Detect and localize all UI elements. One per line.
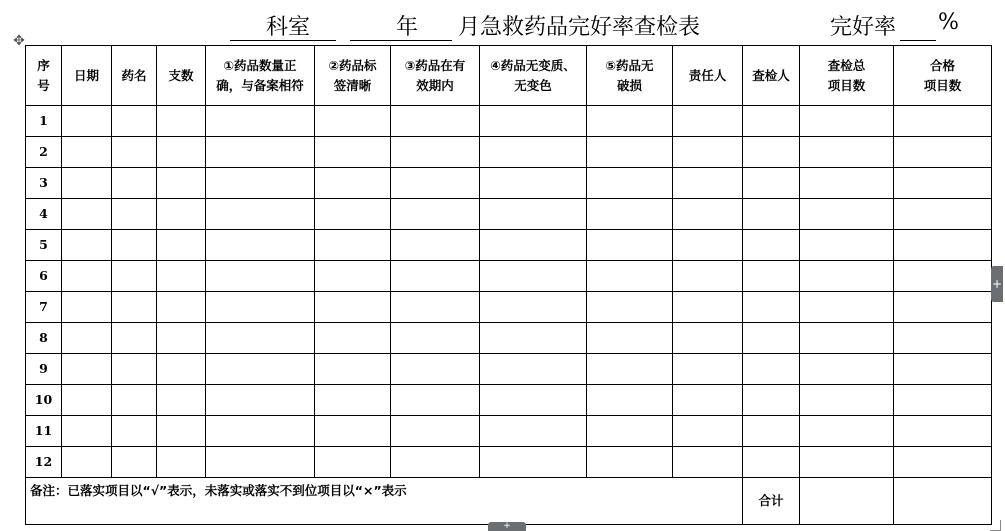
table-row [26, 137, 992, 168]
cell-count[interactable] [157, 199, 206, 230]
cell-count[interactable] [157, 354, 206, 385]
table-row [26, 354, 992, 385]
cell-check1[interactable] [206, 385, 315, 416]
header-date-line: 日期 [73, 67, 99, 83]
header-inspector [743, 46, 800, 106]
cell-check2[interactable] [315, 261, 391, 292]
cell-check5[interactable] [587, 292, 673, 323]
cell-responsible[interactable] [673, 447, 743, 478]
cell-check5[interactable] [587, 261, 673, 292]
cell-check4[interactable] [480, 354, 587, 385]
cell-count[interactable] [157, 106, 206, 137]
header-total_items [800, 46, 894, 106]
cell-date[interactable] [62, 354, 112, 385]
cell-check3[interactable] [391, 199, 480, 230]
cell-check3[interactable] [391, 261, 480, 292]
cell-check2[interactable] [315, 447, 391, 478]
header-check1 [206, 46, 315, 106]
cell-responsible[interactable] [673, 230, 743, 261]
header-responsible [673, 46, 743, 106]
cell-check1[interactable] [206, 416, 315, 447]
header-count-line: 支数 [168, 67, 194, 83]
cell-inspector[interactable] [743, 168, 800, 199]
header-check1-line: 确，与备案相符 [216, 77, 304, 93]
cell-check3[interactable] [391, 230, 480, 261]
cell-responsible[interactable] [673, 106, 743, 137]
move-handle-icon[interactable]: ✥ [13, 33, 25, 49]
cell-count[interactable] [157, 168, 206, 199]
cell-check2[interactable] [315, 385, 391, 416]
header-pass_items-line: 项目数 [923, 77, 962, 93]
header-check2 [315, 46, 391, 106]
header-check4-line: 无变色 [514, 77, 552, 93]
cell-check2[interactable] [315, 323, 391, 354]
cell-check2[interactable] [315, 137, 391, 168]
cell-check1[interactable] [206, 447, 315, 478]
header-total_items-line: 项目数 [827, 77, 866, 93]
header-seq [26, 46, 62, 106]
cell-date[interactable] [62, 416, 112, 447]
cell-date[interactable] [62, 199, 112, 230]
cell-pass_items[interactable] [894, 416, 992, 447]
header-pass_items [894, 46, 992, 106]
cell-inspector[interactable] [743, 137, 800, 168]
cell-drug_name[interactable] [112, 230, 157, 261]
cell-check3[interactable] [391, 106, 480, 137]
table-row [26, 323, 992, 354]
cell-drug_name[interactable] [112, 447, 157, 478]
cell-check1[interactable] [206, 106, 315, 137]
cell-drug_name[interactable] [112, 106, 157, 137]
header-seq-line: 号 [37, 77, 50, 93]
cell-responsible[interactable] [673, 199, 743, 230]
row-number: 2 [26, 137, 62, 168]
header-total_items-line: 查检总 [827, 57, 866, 73]
cell-total_items[interactable] [800, 447, 894, 478]
cell-drug_name[interactable] [112, 261, 157, 292]
cell-total_items[interactable] [800, 106, 894, 137]
cell-check2[interactable] [315, 168, 391, 199]
header-check5 [587, 46, 673, 106]
cell-check3[interactable] [391, 292, 480, 323]
cell-inspector[interactable] [743, 323, 800, 354]
dept-suffix: 科室 [266, 15, 311, 40]
row-number: 11 [26, 416, 62, 447]
cell-check4[interactable] [480, 323, 587, 354]
cell-check5[interactable] [587, 354, 673, 385]
cell-check2[interactable] [315, 292, 391, 323]
cell-pass_items[interactable] [894, 385, 992, 416]
pass-items-sum[interactable] [894, 478, 992, 525]
table-resize-handle[interactable] [990, 520, 1001, 531]
header-check3-line: ③药品在有 [404, 57, 466, 73]
cell-date[interactable] [62, 447, 112, 478]
header-drug_name [112, 46, 157, 106]
cell-check1[interactable] [206, 137, 315, 168]
header-check5-line: ⑤药品无 [605, 57, 654, 73]
cell-count[interactable] [157, 137, 206, 168]
note-text: 备注：已落实项目以“√”表示，未落实或落实不到位项目以“×”表示 [26, 478, 743, 525]
cell-check5[interactable] [587, 385, 673, 416]
header-pass_items-line: 合格 [929, 57, 955, 73]
cell-check1[interactable] [206, 168, 315, 199]
header-inspector-line: 查检人 [752, 67, 790, 83]
cell-drug_name[interactable] [112, 199, 157, 230]
cell-check3[interactable] [391, 447, 480, 478]
cell-date[interactable] [62, 292, 112, 323]
cell-inspector[interactable] [743, 292, 800, 323]
cell-inspector[interactable] [743, 261, 800, 292]
table-row [26, 385, 992, 416]
cell-total_items[interactable] [800, 292, 894, 323]
title-main: 月急救药品完好率查检表 [458, 15, 701, 40]
cell-responsible[interactable] [673, 261, 743, 292]
cell-drug_name[interactable] [112, 168, 157, 199]
cell-total_items[interactable] [800, 261, 894, 292]
header-drug_name-line: 药名 [121, 67, 147, 83]
cell-check5[interactable] [587, 230, 673, 261]
cell-responsible[interactable] [673, 385, 743, 416]
cell-pass_items[interactable] [894, 199, 992, 230]
cell-check5[interactable] [587, 323, 673, 354]
footer-row [26, 478, 992, 525]
header-check1-line: ①药品数量正 [223, 57, 297, 73]
header-check4 [480, 46, 587, 106]
cell-check4[interactable] [480, 447, 587, 478]
rate-blank[interactable] [900, 40, 936, 41]
cell-date[interactable] [62, 323, 112, 354]
row-number: 6 [26, 261, 62, 292]
cell-check5[interactable] [587, 416, 673, 447]
cell-count[interactable] [157, 447, 206, 478]
cell-total_items[interactable] [800, 416, 894, 447]
total-items-sum[interactable] [800, 478, 894, 525]
year-suffix: 年 [396, 15, 419, 40]
cell-total_items[interactable] [800, 199, 894, 230]
total-label: 合计 [743, 478, 800, 525]
cell-check4[interactable] [480, 137, 587, 168]
cell-check5[interactable] [587, 199, 673, 230]
cell-check1[interactable] [206, 230, 315, 261]
header-check2-line: ②药品标 [328, 57, 377, 73]
cell-pass_items[interactable] [894, 292, 992, 323]
row-number: 5 [26, 230, 62, 261]
cell-total_items[interactable] [800, 385, 894, 416]
cell-drug_name[interactable] [112, 416, 157, 447]
cell-check4[interactable] [480, 230, 587, 261]
table-row [26, 416, 992, 447]
form-title [0, 6, 1005, 40]
table-row [26, 447, 992, 478]
row-number: 7 [26, 292, 62, 323]
rate-unit: % [938, 10, 959, 35]
row-number: 9 [26, 354, 62, 385]
table-row [26, 199, 992, 230]
cell-count[interactable] [157, 416, 206, 447]
row-number: 4 [26, 199, 62, 230]
cell-inspector[interactable] [743, 385, 800, 416]
cell-responsible[interactable] [673, 416, 743, 447]
cell-pass_items[interactable] [894, 168, 992, 199]
cell-check1[interactable] [206, 323, 315, 354]
cell-responsible[interactable] [673, 168, 743, 199]
cell-total_items[interactable] [800, 354, 894, 385]
cell-check4[interactable] [480, 292, 587, 323]
cell-check3[interactable] [391, 416, 480, 447]
table-row [26, 106, 992, 137]
cell-count[interactable] [157, 230, 206, 261]
cell-count[interactable] [157, 385, 206, 416]
cell-check2[interactable] [315, 199, 391, 230]
cell-total_items[interactable] [800, 137, 894, 168]
cell-drug_name[interactable] [112, 137, 157, 168]
cell-check5[interactable] [587, 106, 673, 137]
cell-date[interactable] [62, 385, 112, 416]
cell-responsible[interactable] [673, 354, 743, 385]
cell-drug_name[interactable] [112, 354, 157, 385]
cell-check1[interactable] [206, 199, 315, 230]
cell-responsible[interactable] [673, 292, 743, 323]
cell-date[interactable] [62, 261, 112, 292]
cell-drug_name[interactable] [112, 292, 157, 323]
add-column-plus-icon[interactable]: + [991, 266, 1003, 302]
cell-pass_items[interactable] [894, 137, 992, 168]
header-seq-line: 序 [37, 57, 50, 73]
cell-check3[interactable] [391, 354, 480, 385]
table-row [26, 292, 992, 323]
header-check3-line: 效期内 [416, 77, 454, 93]
row-number: 3 [26, 168, 62, 199]
header-check5-line: 破损 [616, 77, 642, 93]
cell-check3[interactable] [391, 137, 480, 168]
rate-label: 完好率 [830, 15, 897, 40]
cell-check2[interactable] [315, 106, 391, 137]
cell-inspector[interactable] [743, 199, 800, 230]
cell-check2[interactable] [315, 230, 391, 261]
check-table [25, 45, 992, 525]
cell-date[interactable] [62, 168, 112, 199]
cell-drug_name[interactable] [112, 385, 157, 416]
cell-date[interactable] [62, 137, 112, 168]
cell-pass_items[interactable] [894, 323, 992, 354]
header-check3 [391, 46, 480, 106]
cell-count[interactable] [157, 323, 206, 354]
cell-check4[interactable] [480, 168, 587, 199]
cell-date[interactable] [62, 106, 112, 137]
cell-check2[interactable] [315, 354, 391, 385]
cell-check4[interactable] [480, 385, 587, 416]
cell-date[interactable] [62, 230, 112, 261]
cell-check1[interactable] [206, 354, 315, 385]
row-number: 8 [26, 323, 62, 354]
table-row [26, 168, 992, 199]
cell-responsible[interactable] [673, 137, 743, 168]
cell-drug_name[interactable] [112, 323, 157, 354]
cell-check3[interactable] [391, 385, 480, 416]
row-number: 1 [26, 106, 62, 137]
table-row [26, 230, 992, 261]
cell-check2[interactable] [315, 416, 391, 447]
cell-responsible[interactable] [673, 323, 743, 354]
cell-check4[interactable] [480, 261, 587, 292]
cell-check5[interactable] [587, 168, 673, 199]
cell-check1[interactable] [206, 292, 315, 323]
header-date [62, 46, 112, 106]
cell-inspector[interactable] [743, 416, 800, 447]
header-check2-line: 签清晰 [333, 77, 372, 93]
cell-check3[interactable] [391, 168, 480, 199]
cell-inspector[interactable] [743, 230, 800, 261]
cell-inspector[interactable] [743, 106, 800, 137]
cell-check1[interactable] [206, 261, 315, 292]
cell-check4[interactable] [480, 416, 587, 447]
cell-check4[interactable] [480, 199, 587, 230]
cell-total_items[interactable] [800, 168, 894, 199]
header-count [157, 46, 206, 106]
cell-count[interactable] [157, 292, 206, 323]
cell-pass_items[interactable] [894, 261, 992, 292]
cell-pass_items[interactable] [894, 447, 992, 478]
cell-pass_items[interactable] [894, 230, 992, 261]
cell-inspector[interactable] [743, 354, 800, 385]
header-check4-line: ④药品无变质、 [490, 57, 576, 73]
row-number: 12 [26, 447, 62, 478]
cell-count[interactable] [157, 261, 206, 292]
cell-inspector[interactable] [743, 447, 800, 478]
row-number: 10 [26, 385, 62, 416]
add-row-plus-icon[interactable]: + [488, 522, 526, 531]
cell-check4[interactable] [480, 106, 587, 137]
table-row [26, 261, 992, 292]
header-responsible-line: 责任人 [688, 67, 727, 83]
cell-pass_items[interactable] [894, 106, 992, 137]
cell-total_items[interactable] [800, 230, 894, 261]
cell-check5[interactable] [587, 137, 673, 168]
header-row [26, 46, 992, 106]
cell-check5[interactable] [587, 447, 673, 478]
cell-pass_items[interactable] [894, 354, 992, 385]
cell-total_items[interactable] [800, 323, 894, 354]
cell-check3[interactable] [391, 323, 480, 354]
